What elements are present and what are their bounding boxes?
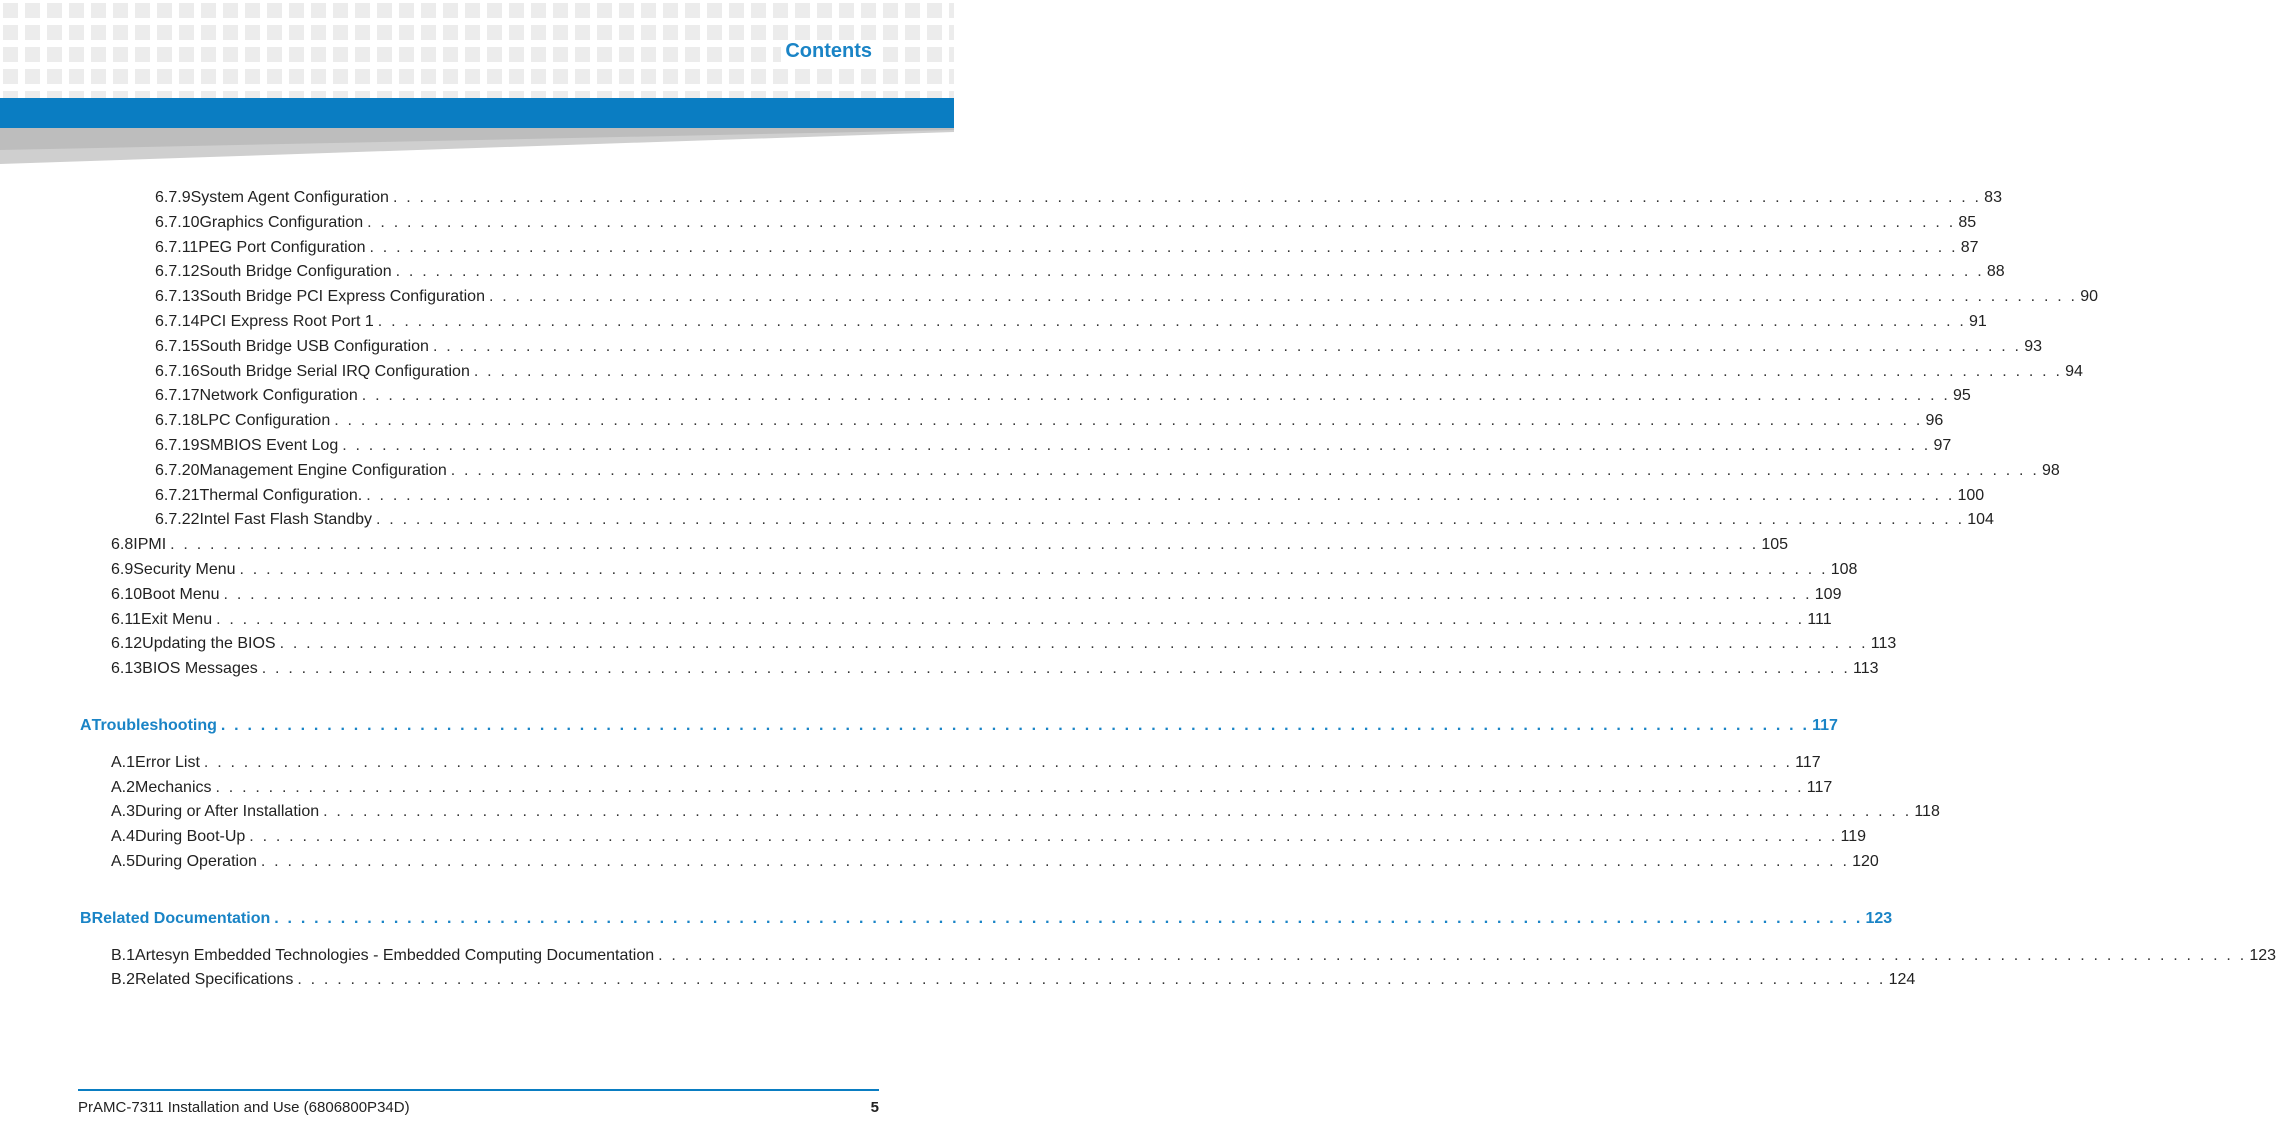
toc-entry-title: South Bridge USB Configuration xyxy=(199,337,429,355)
toc-entry[interactable] xyxy=(155,485,1985,507)
toc-entry-number: 6.7.9 xyxy=(155,189,191,206)
toc-entry-title: During or After Installation xyxy=(135,803,320,821)
toc-entry-title: PEG Port Configuration xyxy=(198,238,366,256)
toc-dot-leader: . . . . . . . . . . . . . . . . . . . . . . . . . . . . . . . . . . . . . . . . . . . . . . . . . . . . . . . . . . . . . . . . . . . . . . . . . . . . . . . . . . . . . . . . . . . . . . . . . . . . . . . . . . . . . . . . . . . . . . . . xyxy=(220,717,1810,734)
toc-entry[interactable] xyxy=(155,261,2005,283)
toc-entry-title: Boot Menu xyxy=(142,585,220,603)
toc-entry[interactable] xyxy=(111,534,1789,556)
toc-entry-title: Security Menu xyxy=(133,561,236,578)
toc-entry[interactable] xyxy=(111,559,1858,581)
toc-entry-title: Management Engine Configuration xyxy=(199,461,447,479)
toc-dot-leader: . . . . . . . . . . . . . . . . . . . . . . . . . . . . . . . . . . . . . . . . . . . . . . . . . . . . . . . . . . . . . . . . . . . . . . . . . . . . . . . . . . . . . . . . . . . . . . . . . . . . . . . . . . . . . . . . . . . . . . . . xyxy=(279,635,1868,653)
toc-entry-page: 85 xyxy=(1958,213,1977,231)
toc-dot-leader: . . . . . . . . . . . . . . . . . . . . . . . . . . . . . . . . . . . . . . . . . . . . . . . . . . . . . . . . . . . . . . . . . . . . . . . . . . . . . . . . . . . . . . . . . . . . . . . . . . . . . . . . . . . . . . . . . . . . . . . . xyxy=(239,561,1828,578)
toc-entry-page: 123 xyxy=(2249,946,2276,964)
toc-entry-page: 93 xyxy=(2024,337,2042,355)
toc-entry-title: PCI Express Root Port 1 xyxy=(199,313,374,330)
toc-entry[interactable] xyxy=(155,361,2083,383)
toc-entry-page: 98 xyxy=(2042,461,2060,479)
toc-entry-page: 113 xyxy=(1870,635,1897,653)
toc-entry-number: 6.7.19 xyxy=(155,437,200,454)
toc-dot-leader: . . . . . . . . . . . . . . . . . . . . . . . . . . . . . . . . . . . . . . . . . . . . . . . . . . . . . . . . . . . . . . . . . . . . . . . . . . . . . . . . . . . . . . . . . . . . . . . . . . . . . . . . . . . . . . . . . . . . . . . . xyxy=(376,511,1965,529)
toc-dot-leader: . . . . . . . . . . . . . . . . . . . . . . . . . . . . . . . . . . . . . . . . . . . . . . . . . . . . . . . . . . . . . . . . . . . . . . . . . . . . . . . . . . . . . . . . . . . . . . . . . . . . . . . . . . . . . . . . . . . . . . . . xyxy=(261,660,1850,678)
toc-dot-leader: . . . . . . . . . . . . . . . . . . . . . . . . . . . . . . . . . . . . . . . . . . . . . . . . . . . . . . . . . . . . . . . . . . . . . . . . . . . . . . . . . . . . . . . . . . . . . . . . . . . . . . . . . . . . . . . . . . . . . . . . xyxy=(203,753,1793,771)
toc-entry-number: 6.7.16 xyxy=(155,362,200,380)
toc-entry-page: 96 xyxy=(1925,412,1944,430)
toc-entry-title: Mechanics xyxy=(135,778,212,796)
toc-entry[interactable] xyxy=(111,777,1833,799)
toc-entry-title: BIOS Messages xyxy=(142,660,258,678)
toc-entry-page: 90 xyxy=(2080,288,2098,306)
toc-entry[interactable] xyxy=(111,969,1916,991)
toc-dot-leader: . . . . . . . . . . . . . . . . . . . . . . . . . . . . . . . . . . . . . . . . . . . . . . . . . . . . . . . . . . . . . . . . . . . . . . . . . . . . . . . . . . . . . . . . . . . . . . . . . . . . . . . . . . . . . . . . . . . . . . . . xyxy=(450,461,2039,479)
toc-entry-page: 97 xyxy=(1933,437,1952,454)
toc-entry-title: Error List xyxy=(135,753,200,771)
toc-dot-leader: . . . . . . . . . . . . . . . . . . . . . . . . . . . . . . . . . . . . . . . . . . . . . . . . . . . . . . . . . . . . . . . . . . . . . . . . . . . . . . . . . . . . . . . . . . . . . . . . . . . . . . . . . . . . . . . . . . . . . . . . xyxy=(274,909,1863,927)
toc-entry-number: 6.9 xyxy=(111,561,134,578)
toc-entry-number: 6.7.18 xyxy=(155,412,200,430)
toc-chapter-entry[interactable] xyxy=(80,715,1838,737)
toc-dot-leader: . . . . . . . . . . . . . . . . . . . . . . . . . . . . . . . . . . . . . . . . . . . . . . . . . . . . . . . . . . . . . . . . . . . . . . . . . . . . . . . . . . . . . . . . . . . . . . . . . . . . . . . . . . . . . . . . . . . . . . . . xyxy=(488,288,2078,306)
toc-entry[interactable] xyxy=(111,658,1879,680)
toc-entry-number: 6.7.22 xyxy=(155,511,200,529)
toc-entry-page: 119 xyxy=(1840,828,1867,846)
toc-entry-number: 6.7.21 xyxy=(155,486,200,504)
toc-entry[interactable] xyxy=(111,584,1842,606)
toc-dot-leader: . . . . . . . . . . . . . . . . . . . . . . . . . . . . . . . . . . . . . . . . . . . . . . . . . . . . . . . . . . . . . . . . . . . . . . . . . . . . . . . . . . . . . . . . . . . . . . . . . . . . . . . . . . . . . . . . . . . . . . . . xyxy=(658,946,2247,964)
toc-entry-title: Graphics Configuration xyxy=(199,213,364,231)
toc-entry-page: 120 xyxy=(1852,853,1879,870)
footer-rule xyxy=(78,1089,879,1091)
toc-entry-page: 104 xyxy=(1967,511,1994,529)
toc-entry-page: 118 xyxy=(1914,803,1940,821)
toc-entry-title: During Operation xyxy=(135,853,257,870)
toc-dot-leader: . . . . . . . . . . . . . . . . . . . . . . . . . . . . . . . . . . . . . . . . . . . . . . . . . . . . . . . . . . . . . . . . . . . . . . . . . . . . . . . . . . . . . . . . . . . . . . . . . . . . . . . . . . . . . . . . . . . . . . . . xyxy=(395,263,1984,281)
page-title: Contents xyxy=(781,40,876,63)
toc-entry-page: 123 xyxy=(1865,909,1893,927)
toc-entry-title: Related Specifications xyxy=(135,971,294,989)
toc-entry-page: 95 xyxy=(1953,387,1971,405)
toc-entry-title: South Bridge Serial IRQ Configuration xyxy=(199,362,470,380)
toc-chapter-entry[interactable] xyxy=(80,908,1893,930)
toc-entry-number: B xyxy=(80,909,92,927)
toc-entry-title: LPC Configuration xyxy=(199,412,331,430)
toc-dot-leader: . . . . . . . . . . . . . . . . . . . . . . . . . . . . . . . . . . . . . . . . . . . . . . . . . . . . . . . . . . . . . . . . . . . . . . . . . . . . . . . . . . . . . . . . . . . . . . . . . . . . . . . . . . . . . . . . . . . . . . . . xyxy=(432,337,2022,355)
toc-entry[interactable] xyxy=(155,286,2098,308)
toc-entry-number: 6.12 xyxy=(111,635,143,653)
toc-entry-page: 108 xyxy=(1830,561,1858,578)
toc-entry-number: A.1 xyxy=(111,753,136,771)
toc-entry-title: Exit Menu xyxy=(140,610,213,628)
toc-entry-page: 117 xyxy=(1795,753,1821,771)
toc-entry-number: 6.7.10 xyxy=(155,213,200,231)
toc-dot-leader: . . . . . . . . . . . . . . . . . . . . . . . . . . . . . . . . . . . . . . . . . . . . . . . . . . . . . . . . . . . . . . . . . . . . . . . . . . . . . . . . . . . . . . . . . . . . . . . . . . . . . . . . . . . . . . . . . . . . . . . . xyxy=(323,803,1912,821)
footer-page-number: 5 xyxy=(870,1099,879,1116)
toc-entry[interactable] xyxy=(155,509,1994,531)
toc-entry-title: Network Configuration xyxy=(199,387,358,405)
toc-entry-title: South Bridge PCI Express Configuration xyxy=(199,288,485,306)
toc-entry[interactable] xyxy=(155,237,1979,259)
toc-entry-number: A.5 xyxy=(111,853,136,870)
toc-entry-title: SMBIOS Event Log xyxy=(199,437,339,454)
toc-entry-number: A.3 xyxy=(111,803,136,821)
toc-entry-number: 6.7.17 xyxy=(155,387,200,405)
toc-dot-leader: . . . . . . . . . . . . . . . . . . . . . . . . . . . . . . . . . . . . . . . . . . . . . . . . . . . . . . . . . . . . . . . . . . . . . . . . . . . . . . . . . . . . . . . . . . . . . . . . . . . . . . . . . . . . . . . . . . . . . . . . xyxy=(170,536,1759,554)
toc-dot-leader: . . . . . . . . . . . . . . . . . . . . . . . . . . . . . . . . . . . . . . . . . . . . . . . . . . . . . . . . . . . . . . . . . . . . . . . . . . . . . . . . . . . . . . . . . . . . . . . . . . . . . . . . . . . . . . . . . . . . . . . . xyxy=(260,853,1850,870)
toc-entry-page: 111 xyxy=(1807,610,1832,628)
toc-entry-number: B.2 xyxy=(111,971,136,989)
toc-dot-leader: . . . . . . . . . . . . . . . . . . . . . . . . . . . . . . . . . . . . . . . . . . . . . . . . . . . . . . . . . . . . . . . . . . . . . . . . . . . . . . . . . . . . . . . . . . . . . . . . . . . . . . . . . . . . . . . . . . . . . . . . xyxy=(361,387,1951,405)
toc-entry[interactable] xyxy=(111,609,1832,631)
toc-entry-number: A xyxy=(80,717,92,734)
toc-entry[interactable] xyxy=(155,385,1971,407)
toc-dot-leader: . . . . . . . . . . . . . . . . . . . . . . . . . . . . . . . . . . . . . . . . . . . . . . . . . . . . . . . . . . . . . . . . . . . . . . . . . . . . . . . . . . . . . . . . . . . . . . . . . . . . . . . . . . . . . . . . . . . . . . . . xyxy=(249,828,1838,846)
toc-entry-page: 105 xyxy=(1761,536,1789,554)
toc-entry-number: 6.7.15 xyxy=(155,337,200,355)
toc-entry-title: IPMI xyxy=(133,536,167,554)
toc-dot-leader: . . . . . . . . . . . . . . . . . . . . . . . . . . . . . . . . . . . . . . . . . . . . . . . . . . . . . . . . . . . . . . . . . . . . . . . . . . . . . . . . . . . . . . . . . . . . . . . . . . . . . . . . . . . . . . . . . . . . . . . . xyxy=(216,610,1805,628)
toc-dot-leader: . . . . . . . . . . . . . . . . . . . . . . . . . . . . . . . . . . . . . . . . . . . . . . . . . . . . . . . . . . . . . . . . . . . . . . . . . . . . . . . . . . . . . . . . . . . . . . . . . . . . . . . . . . . . . . . . . . . . . . . . xyxy=(473,362,2063,380)
toc-entry-page: 87 xyxy=(1960,238,1979,256)
toc-entry-page: 91 xyxy=(1969,313,1987,330)
toc-entry-page: 83 xyxy=(1984,189,2002,206)
toc-entry-number: 6.7.14 xyxy=(155,313,200,330)
toc-dot-leader: . . . . . . . . . . . . . . . . . . . . . . . . . . . . . . . . . . . . . . . . . . . . . . . . . . . . . . . . . . . . . . . . . . . . . . . . . . . . . . . . . . . . . . . . . . . . . . . . . . . . . . . . . . . . . . . . . . . . . . . . xyxy=(342,437,1931,454)
toc-entry-title: Troubleshooting xyxy=(91,717,217,734)
toc-entry-page: 100 xyxy=(1957,486,1985,504)
toc-entry-page: 109 xyxy=(1814,585,1842,603)
toc-entry[interactable] xyxy=(155,410,1944,432)
toc-entry[interactable] xyxy=(111,752,1821,774)
toc-entry[interactable] xyxy=(111,801,1940,823)
toc-entry[interactable] xyxy=(155,336,2042,358)
header-swoosh xyxy=(0,128,954,164)
footer-doc-title: PrAMC-7311 Installation and Use (6806800P34D) xyxy=(78,1099,410,1116)
toc-entry[interactable] xyxy=(155,435,1952,457)
toc-entry-title: Artesyn Embedded Technologies - Embedded Computing Documentation xyxy=(135,946,655,964)
toc-entry-title: Related Documentation xyxy=(91,909,271,927)
toc-entry-title: Intel Fast Flash Standby xyxy=(199,511,373,529)
toc-entry-number: A.4 xyxy=(111,828,136,846)
toc-entry-title: Updating the BIOS xyxy=(142,635,276,653)
toc-dot-leader: . . . . . . . . . . . . . . . . . . . . . . . . . . . . . . . . . . . . . . . . . . . . . . . . . . . . . . . . . . . . . . . . . . . . . . . . . . . . . . . . . . . . . . . . . . . . . . . . . . . . . . . . . . . . . . . . . . . . . . . . xyxy=(369,238,1958,256)
toc-entry[interactable] xyxy=(111,945,2276,967)
toc-entry-number: 6.7.12 xyxy=(155,263,200,281)
toc-entry-number: 6.7.20 xyxy=(155,461,200,479)
toc-dot-leader: . . . . . . . . . . . . . . . . . . . . . . . . . . . . . . . . . . . . . . . . . . . . . . . . . . . . . . . . . . . . . . . . . . . . . . . . . . . . . . . . . . . . . . . . . . . . . . . . . . . . . . . . . . . . . . . . . . . . . . . . xyxy=(215,778,1804,796)
toc-entry-number: 6.11 xyxy=(111,610,141,628)
toc-entry-page: 113 xyxy=(1852,660,1879,678)
toc-entry-title: During Boot-Up xyxy=(135,828,246,846)
toc-entry[interactable] xyxy=(155,311,1987,333)
toc-entry-number: A.2 xyxy=(111,778,136,796)
toc-entry[interactable] xyxy=(155,212,1977,234)
toc-dot-leader: . . . . . . . . . . . . . . . . . . . . . . . . . . . . . . . . . . . . . . . . . . . . . . . . . . . . . . . . . . . . . . . . . . . . . . . . . . . . . . . . . . . . . . . . . . . . . . . . . . . . . . . . . . . . . . . . . . . . . . . . xyxy=(223,585,1812,603)
toc-entry-title: South Bridge Configuration xyxy=(199,263,392,281)
toc-entry-page: 88 xyxy=(1986,263,2005,281)
toc-entry-page: 124 xyxy=(1888,971,1916,989)
toc-entry[interactable] xyxy=(111,633,1897,655)
toc-entry-title: System Agent Configuration xyxy=(190,189,389,206)
toc-dot-leader: . . . . . . . . . . . . . . . . . . . . . . . . . . . . . . . . . . . . . . . . . . . . . . . . . . . . . . . . . . . . . . . . . . . . . . . . . . . . . . . . . . . . . . . . . . . . . . . . . . . . . . . . . . . . . . . . . . . . . . . . xyxy=(392,189,1982,206)
toc-entry[interactable] xyxy=(111,826,1867,848)
toc-dot-leader: . . . . . . . . . . . . . . . . . . . . . . . . . . . . . . . . . . . . . . . . . . . . . . . . . . . . . . . . . . . . . . . . . . . . . . . . . . . . . . . . . . . . . . . . . . . . . . . . . . . . . . . . . . . . . . . . . . . . . . . . xyxy=(297,971,1886,989)
toc-dot-leader: . . . . . . . . . . . . . . . . . . . . . . . . . . . . . . . . . . . . . . . . . . . . . . . . . . . . . . . . . . . . . . . . . . . . . . . . . . . . . . . . . . . . . . . . . . . . . . . . . . . . . . . . . . . . . . . . . . . . . . . . xyxy=(366,486,1955,504)
toc-entry-page: 94 xyxy=(2065,362,2083,380)
toc-entry[interactable] xyxy=(155,187,2002,209)
toc-entry[interactable] xyxy=(155,460,2060,482)
toc-entry-number: 6.13 xyxy=(111,660,143,678)
toc-entry-number: 6.7.11 xyxy=(155,238,199,256)
toc-entry-number: B.1 xyxy=(111,946,136,964)
toc-dot-leader: . . . . . . . . . . . . . . . . . . . . . . . . . . . . . . . . . . . . . . . . . . . . . . . . . . . . . . . . . . . . . . . . . . . . . . . . . . . . . . . . . . . . . . . . . . . . . . . . . . . . . . . . . . . . . . . . . . . . . . . . xyxy=(367,213,1956,231)
toc-entry[interactable] xyxy=(111,851,1879,873)
toc-entry-number: 6.8 xyxy=(111,536,134,554)
toc-entry-number: 6.10 xyxy=(111,585,143,603)
toc-entry-page: 117 xyxy=(1806,778,1833,796)
toc-entry-page: 117 xyxy=(1812,717,1838,734)
toc-entry-number: 6.7.13 xyxy=(155,288,200,306)
toc-dot-leader: . . . . . . . . . . . . . . . . . . . . . . . . . . . . . . . . . . . . . . . . . . . . . . . . . . . . . . . . . . . . . . . . . . . . . . . . . . . . . . . . . . . . . . . . . . . . . . . . . . . . . . . . . . . . . . . . . . . . . . . . xyxy=(377,313,1967,330)
toc-entry-title: Thermal Configuration. xyxy=(199,486,363,504)
toc-dot-leader: . . . . . . . . . . . . . . . . . . . . . . . . . . . . . . . . . . . . . . . . . . . . . . . . . . . . . . . . . . . . . . . . . . . . . . . . . . . . . . . . . . . . . . . . . . . . . . . . . . . . . . . . . . . . . . . . . . . . . . . . xyxy=(334,412,1923,430)
header-band xyxy=(0,98,954,128)
